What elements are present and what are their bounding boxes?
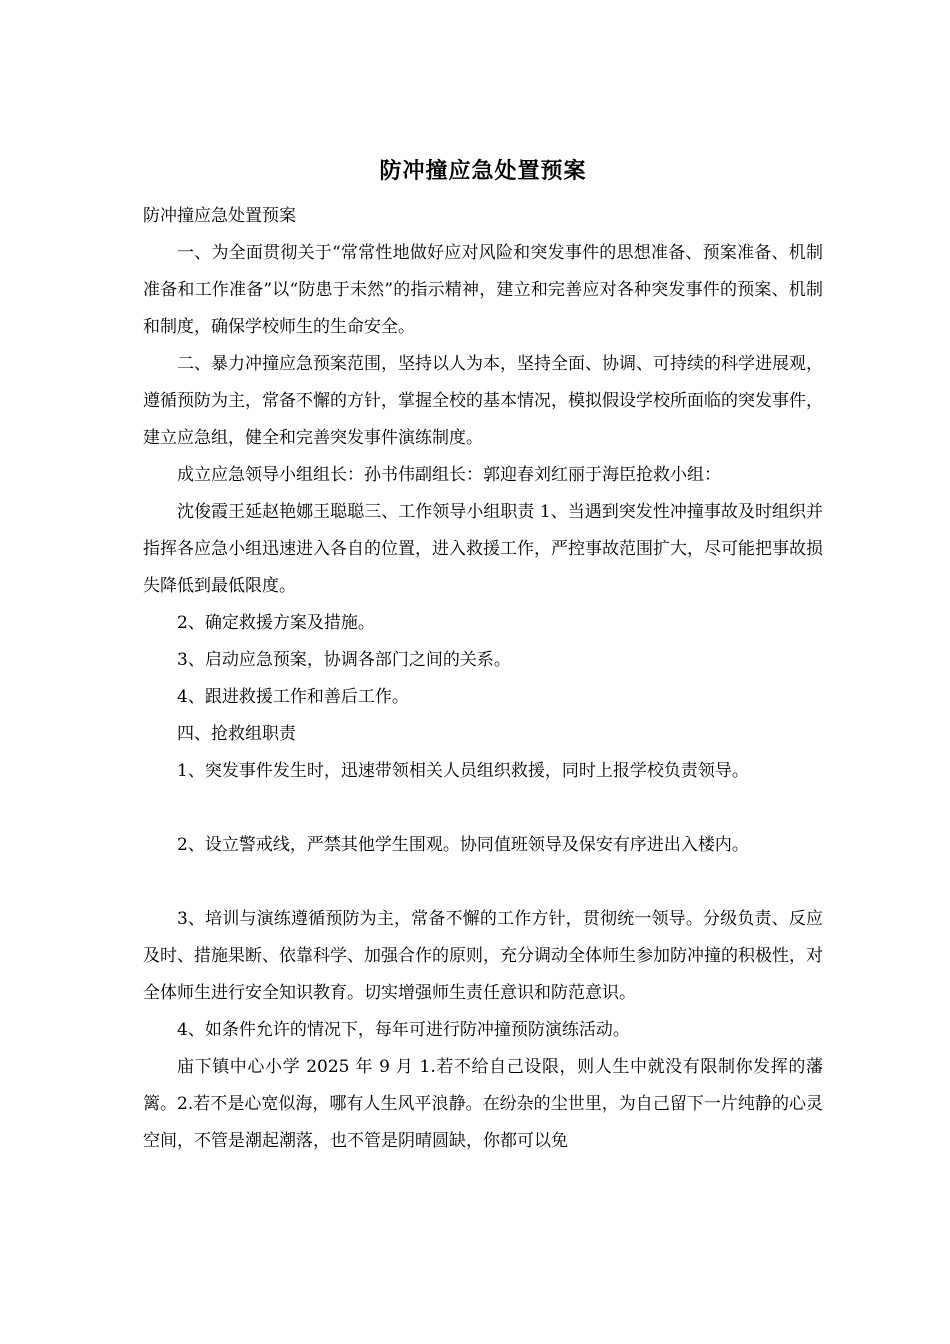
paragraph-rescue-2: 2、设立警戒线，严禁其他学生围观。协同值班领导及保安有序进出入楼内。 — [177, 835, 749, 855]
paragraph-leadership-group: 成立应急领导小组组长：孙书伟副组长：郭迎春刘红丽于海臣抢救小组： — [177, 465, 721, 485]
paragraph-rescue-4: 4、如条件允许的情况下，每年可进行防冲撞预防演练活动。 — [177, 1020, 630, 1040]
paragraph-group-duties: 沈俊霞王延赵艳娜王聪聪三、工作领导小组职责 1、当遇到突发性冲撞事故及时组织并指挥各应急小组迅速进入各自的位置，进入救援工作，严控事故范围扩大，尽可能把事故损失降低到最低限度。 — [143, 502, 823, 596]
paragraph-scope: 二、暴力冲撞应急预案范围，坚持以人为本，坚持全面、协调、可持续的科学进展观，遵循预防为主，常备不懈的方针，掌握全校的基本情况，模拟假设学校所面临的突发事件，建立应急组，健全和完善突发事件演练制度。 — [143, 354, 823, 448]
paragraph-rescue-1: 1、突发事件发生时，迅速带领相关人员组织救援，同时上报学校负责领导。 — [177, 761, 749, 781]
paragraph-duty-4: 4、跟进救援工作和善后工作。 — [177, 687, 409, 707]
paragraph-purpose: 一、为全面贯彻关于“常常性地做好应对风险和突发事件的思想准备、预案准备、机制准备和工作准备”以“防患于未然”的指示精神，建立和完善应对各种突发事件的预案、机制和制度，确保学校师生的生命安全。 — [143, 243, 823, 337]
paragraph-footer: 庙下镇中心小学 2025 年 9 月 1.若不给自己设限，则人生中就没有限制你发挥的藩篱。2.若不是心宽似海，哪有人生风平浪静。在纷杂的尘世里，为自己留下一片纯静的心灵空间，不管是潮起潮落，也不管是阴晴圆缺，你都可以免 — [143, 1057, 823, 1151]
document-body — [143, 150, 823, 1160]
subtitle-paragraph: 防冲撞应急处置预案 — [143, 206, 296, 226]
paragraph-rescue-3: 3、培训与演练遵循预防为主，常备不懈的工作方针，贯彻统一领导。分级负责、反应及时、措施果断、依靠科学、加强合作的原则，充分调动全体师生参加防冲撞的积极性，对全体师生进行安全知识教育。切实增强师生责任意识和防范意识。 — [143, 909, 823, 1003]
paragraph-duty-2: 2、确定救援方案及措施。 — [177, 613, 375, 633]
paragraph-duty-3: 3、启动应急预案，协调各部门之间的关系。 — [177, 650, 511, 670]
document-title: 防冲撞应急处置预案 — [379, 159, 587, 184]
section-heading-rescue: 四、抢救组职责 — [177, 724, 296, 744]
